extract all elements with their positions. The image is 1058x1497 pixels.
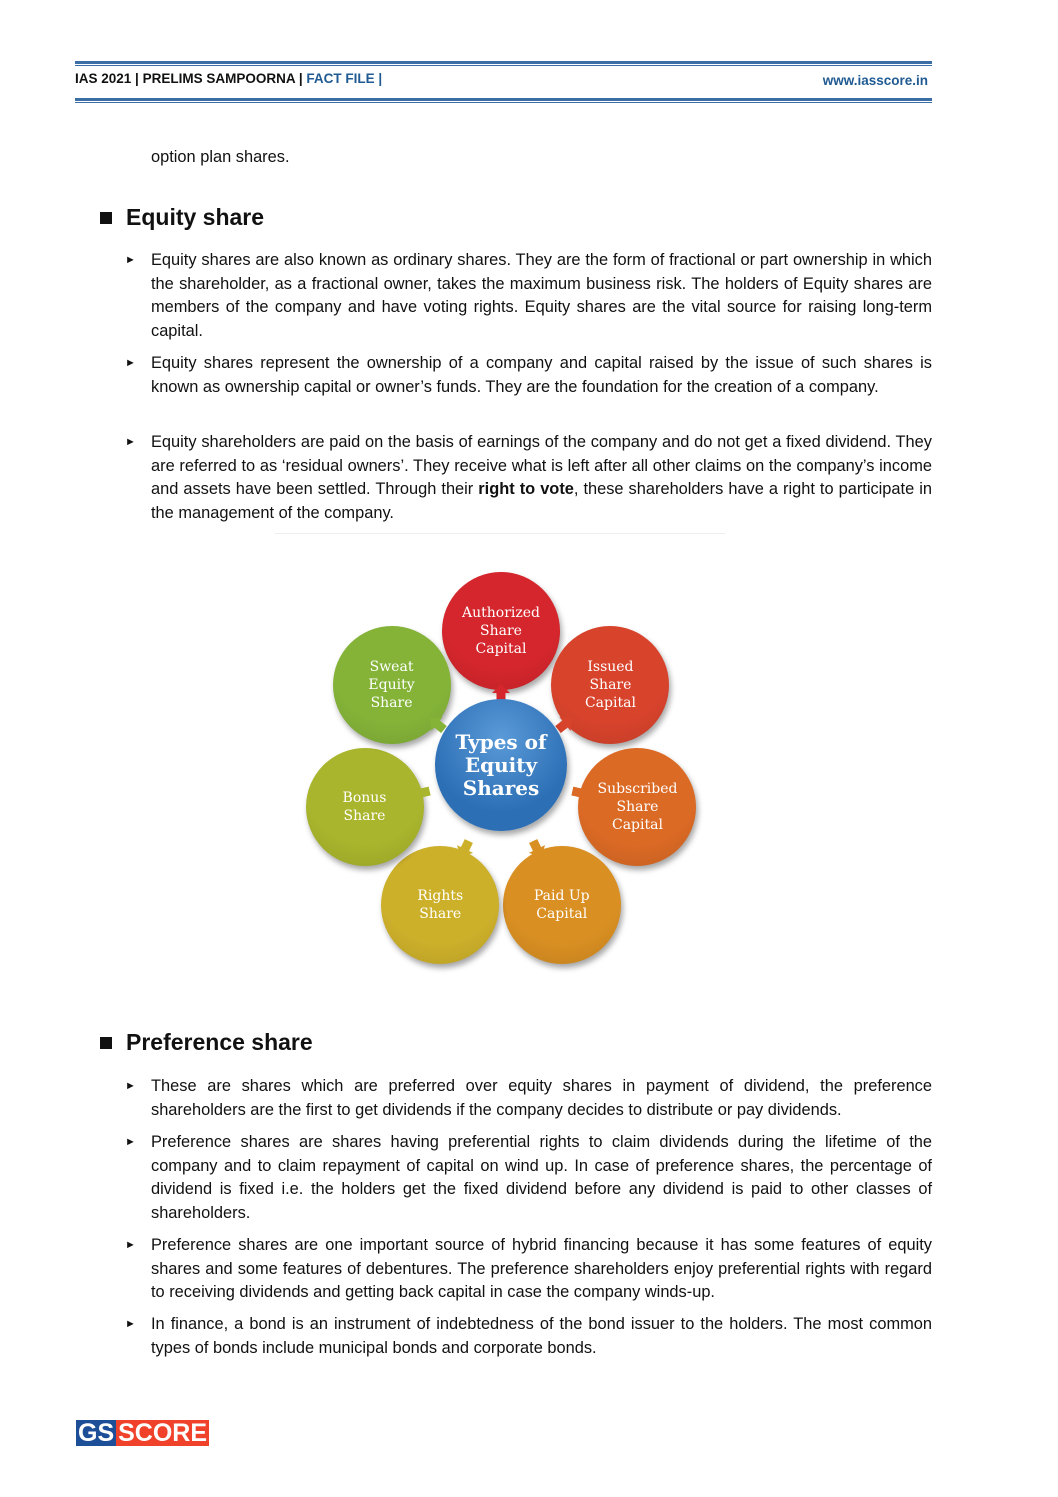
- arrow-bullet-icon: ►: [125, 254, 136, 266]
- equity-types-diagram: [275, 533, 725, 981]
- node-subscribed: Subscribed Share Capital: [578, 748, 696, 866]
- equity-title: Equity share: [126, 204, 265, 230]
- bullet-text: Preference shares are shares having preferential rights to claim dividends during the lifetime of the company and to claim repayment of capital on wind up. In case of preference shares, the percentage of dividend is fixed i.e. the holders get the fixed dividend before any dividend is paid to other classes of shareholders.: [151, 1133, 932, 1222]
- bold-text: right to vote: [478, 480, 574, 498]
- page-header: [75, 71, 932, 86]
- header-url[interactable]: www.iasscore.in: [822, 73, 928, 88]
- center-node: Types of Equity Shares: [435, 699, 567, 831]
- arrow-bullet-icon: ►: [125, 1080, 136, 1092]
- bullet-text: Preference shares are one important source of hybrid financing because it has some features of equity shares and some features of debentures. The preference shareholders enjoy preferential rights with regard to receiving dividends and getting back capital in case the company winds-up.: [151, 1236, 932, 1301]
- arrow-bullet-icon: ►: [125, 1136, 136, 1148]
- arrow-bullet-icon: ►: [125, 436, 136, 448]
- square-bullet-icon: [100, 1037, 112, 1049]
- list-item: [125, 249, 932, 343]
- bullet-text: Equity shares represent the ownership of a company and capital raised by the issue of such shares is known as ownership capital or owner’s funds. They are the foundation for the creation of a company.: [151, 354, 932, 396]
- node-bonus: Bonus Share: [306, 748, 424, 866]
- gsscore-logo: GS SCORE: [78, 1419, 208, 1447]
- bullet-text: These are shares which are preferred over equity shares in payment of dividend, the preference shareholders are the first to get dividends if the company decides to distribute or pay dividends.: [151, 1077, 932, 1119]
- preference-title: Preference share: [126, 1029, 313, 1055]
- node-paid-up: Paid Up Capital: [503, 846, 621, 964]
- header-section: FACT FILE |: [306, 71, 383, 86]
- equity-heading: [100, 204, 264, 231]
- square-bullet-icon: [100, 212, 112, 224]
- node-rights: Rights Share: [381, 846, 499, 964]
- arrow-bullet-icon: ►: [125, 1239, 136, 1251]
- header-title: IAS 2021 | PRELIMS SAMPOORNA |: [75, 71, 303, 86]
- node-authorized: Authorized Share Capital: [442, 572, 560, 690]
- bullet-text: Equity shareholders are paid on the basis of earnings of the company and do not get a fixed dividend. They are referred to as ‘residual owners’. They receive what is left after all other claims on the company’s income and assets have been settled. Through their right to vote, these shareholders have a right to participate in the management of the company.: [151, 433, 932, 522]
- header-rule-top: [75, 61, 932, 66]
- arrow-bullet-icon: ►: [125, 357, 136, 369]
- list-item: [125, 431, 932, 525]
- list-item: [125, 1075, 932, 1122]
- arrow-bullet-icon: ►: [125, 1318, 136, 1330]
- list-item: [125, 1313, 932, 1360]
- list-item: [125, 1131, 932, 1225]
- header-rule-bottom: [75, 98, 932, 103]
- list-item: [125, 1234, 932, 1305]
- node-sweat-equity: Sweat Equity Share: [333, 626, 451, 744]
- intro-text: option plan shares.: [151, 148, 290, 166]
- bullet-text: Equity shares are also known as ordinary shares. They are the form of fractional or part ownership in which the shareholder, as a fractional owner, takes the maximum business risk. The holders of Equity shares are members of the company and have voting rights. Equity shares are the vital source for raising long-term capital.: [151, 251, 932, 340]
- bullet-text: In finance, a bond is an instrument of indebtedness of the bond issuer to the holders. The most common types of bonds include municipal bonds and corporate bonds.: [151, 1315, 932, 1357]
- preference-heading: [100, 1029, 313, 1056]
- node-issued: Issued Share Capital: [551, 626, 669, 744]
- list-item: [125, 352, 932, 399]
